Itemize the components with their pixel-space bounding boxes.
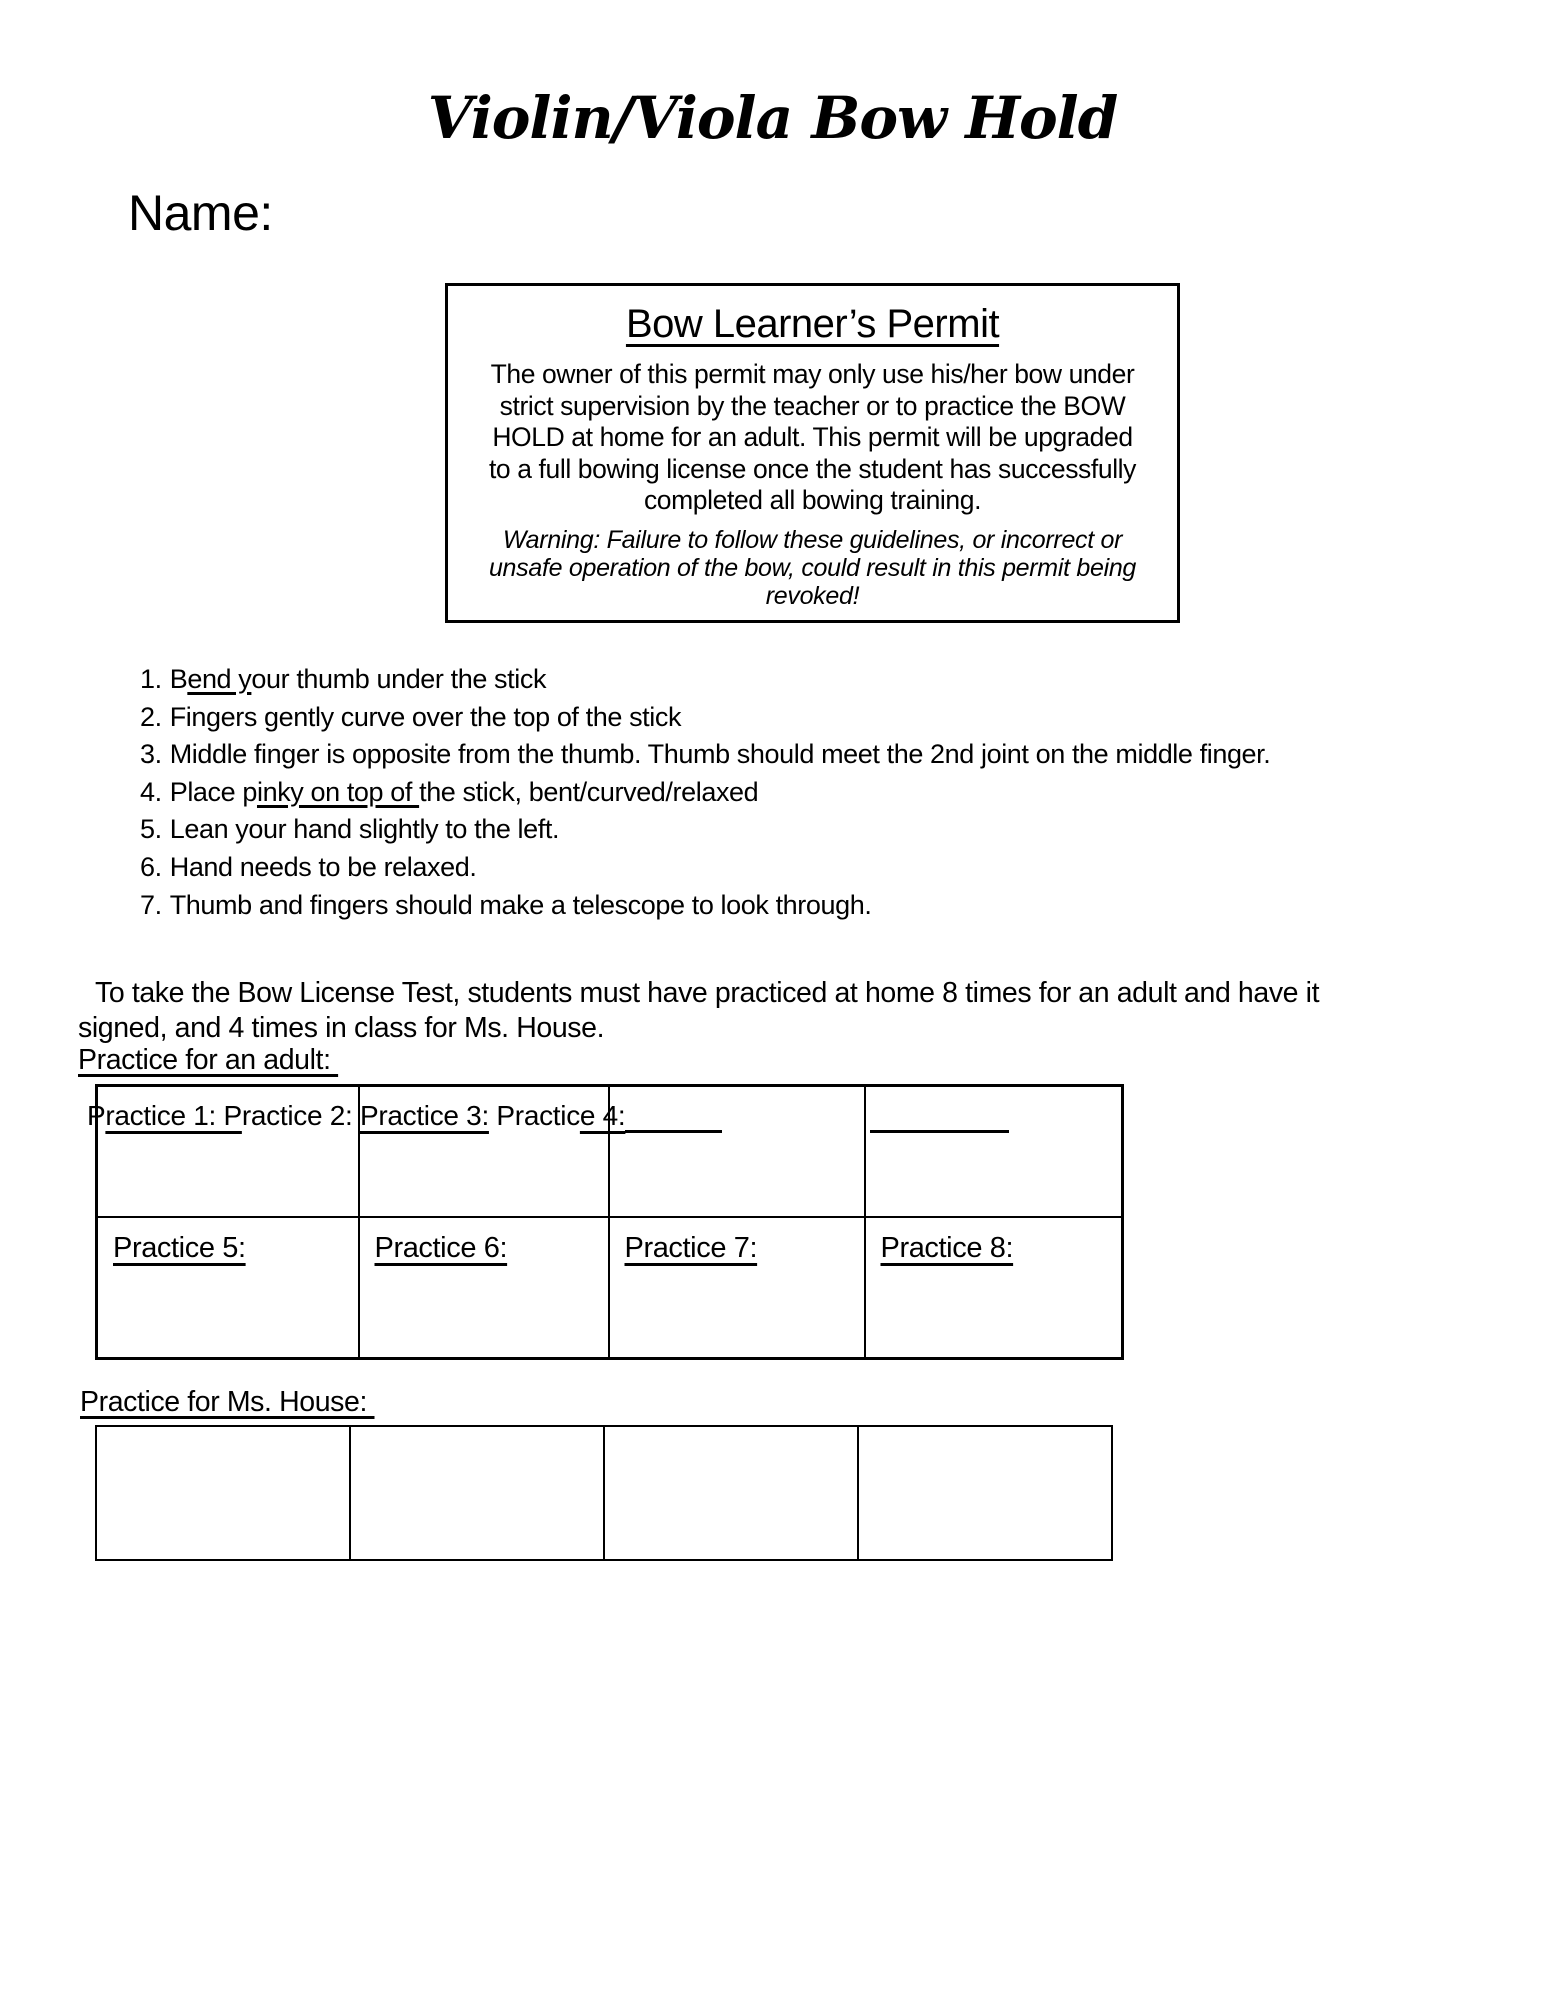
instruction-item — [140, 702, 1270, 740]
permit-body-line: The owner of this permit may only use his/her bow under — [490, 359, 1135, 389]
practice-adult-heading: Practice for an adult: — [78, 1044, 339, 1076]
plain-text: Place p — [169, 776, 257, 807]
practice-cell-8[interactable] — [865, 1217, 1123, 1359]
name-label: Name: — [128, 185, 273, 241]
permit-warning-line: unsafe operation of the bow, could result in this permit being — [488, 553, 1137, 582]
answer-blank-line — [625, 1130, 722, 1133]
permit-warning-text — [448, 526, 1177, 610]
instruction-item — [140, 890, 1270, 928]
permit-body-line: strict supervision by the teacher or to practice the BOW — [499, 390, 1126, 421]
practice-house-heading: Practice for Ms. House: — [80, 1386, 375, 1418]
instruction-item — [140, 777, 1270, 815]
instruction-item — [140, 664, 1270, 702]
practice-cell-6[interactable] — [359, 1217, 609, 1359]
instruction-number: 2. — [140, 701, 162, 732]
license-test-note-line: signed, and 4 times in class for Ms. House. — [78, 1012, 605, 1044]
plain-text: Middle finger is opposite from the thumb. Thumb should meet the 2nd joint on the middle finger. — [169, 739, 1271, 770]
practice-cell-7[interactable] — [609, 1217, 865, 1359]
instruction-number: 6. — [140, 851, 162, 882]
instruction-number: 7. — [140, 889, 162, 920]
practice-label: Practice 7: — [624, 1232, 758, 1264]
permit-body-line: to a full bowing license once the student has successfully — [488, 453, 1137, 484]
house-practice-cell-3[interactable] — [604, 1426, 858, 1560]
license-test-note — [78, 976, 1319, 1046]
permit-body-text — [448, 359, 1177, 517]
house-practice-cell-1[interactable] — [96, 1426, 350, 1560]
practice-label: Practice 6: — [374, 1232, 508, 1264]
instruction-item — [140, 814, 1270, 852]
house-practice-cell-2[interactable] — [350, 1426, 604, 1560]
permit-warning-line: Warning: Failure to follow these guidelines, or incorrect or — [502, 525, 1123, 554]
plain-text: our thumb under the stick — [251, 664, 547, 694]
permit-body-line: HOLD at home for an adult. This permit will be upgraded — [492, 422, 1133, 452]
practice-label: Practice 8: — [880, 1232, 1014, 1264]
instruction-number: 1. — [140, 664, 162, 694]
underlined-text: Practice 3: — [359, 1100, 489, 1131]
underlined-text: e 4: — [579, 1100, 626, 1131]
practice-house-table — [95, 1425, 1113, 1561]
practice-row1-labels — [87, 1100, 722, 1132]
instruction-number: 5. — [140, 814, 162, 845]
answer-blank-line — [870, 1130, 1009, 1133]
bow-learners-permit-card — [445, 283, 1180, 623]
house-practice-cell-4[interactable] — [858, 1426, 1112, 1560]
plain-text: Fingers gently curve over the top of the stick — [169, 701, 682, 732]
plain-text: B — [169, 664, 188, 694]
license-test-note-line: To take the Bow License Test, students must have practiced at home 8 times for an adult and have it — [95, 977, 1320, 1009]
practice-label: Practice 5: — [113, 1232, 246, 1264]
instruction-item — [140, 739, 1270, 777]
table-row — [97, 1217, 1123, 1359]
practice-cell-4[interactable] — [865, 1086, 1123, 1218]
document-title: Violin/Viola Bow Hold — [427, 84, 1118, 152]
instruction-number: 3. — [140, 739, 162, 770]
instruction-number: 4. — [140, 776, 162, 807]
underlined-text: ractice 1: P — [105, 1100, 242, 1131]
plain-text: ractice 2: — [241, 1100, 360, 1131]
instruction-item — [140, 852, 1270, 890]
plain-text: Practic — [488, 1100, 580, 1131]
permit-title: Bow Learner’s Permit — [625, 302, 1000, 346]
underlined-text: end y — [187, 664, 252, 694]
permit-warning-line: revoked! — [765, 581, 860, 610]
plain-text: P — [87, 1100, 106, 1131]
underlined-text: inky on top of — [256, 776, 420, 807]
plain-text: the stick, bent/curved/relaxed — [419, 776, 759, 807]
plain-text: Lean your hand slightly to the left. — [169, 814, 560, 845]
bow-hold-instruction-list — [140, 664, 1270, 927]
plain-text: Thumb and fingers should make a telescope to look through. — [169, 889, 872, 920]
practice-cell-5[interactable] — [97, 1217, 359, 1359]
plain-text: Hand needs to be relaxed. — [169, 851, 477, 882]
table-row — [96, 1426, 1112, 1560]
permit-body-line: completed all bowing training. — [643, 485, 982, 515]
